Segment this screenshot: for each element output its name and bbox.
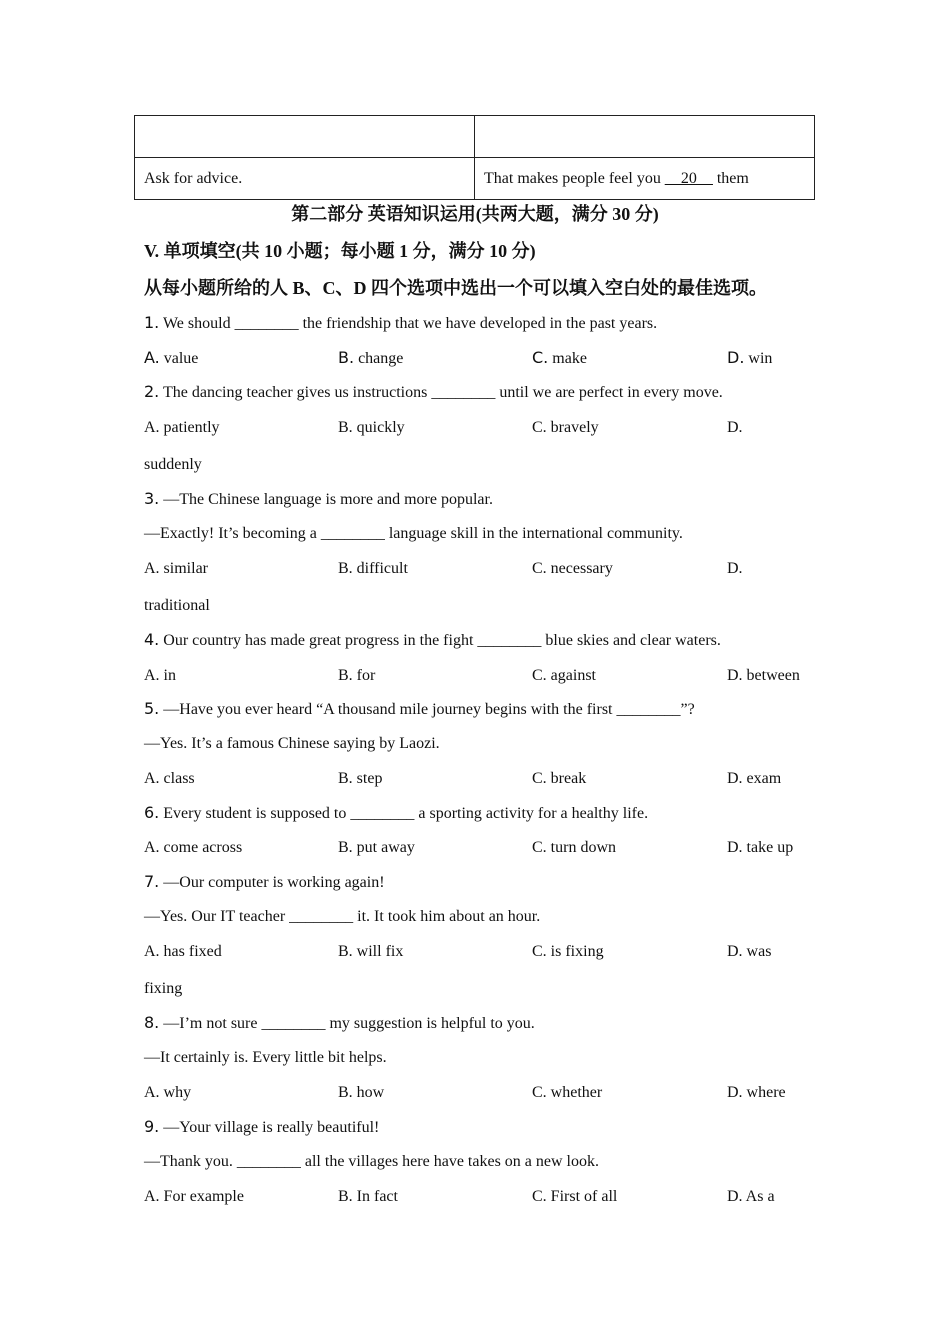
option-c: C. whether: [532, 1084, 603, 1101]
question-text: —I’m not sure ________ my suggestion is helpful to you.: [159, 1015, 535, 1032]
question-8: [144, 1013, 535, 1034]
option-c: C. is fixing: [532, 943, 604, 960]
option-letter: D.: [727, 348, 745, 367]
question-number: 3.: [144, 489, 160, 508]
question-7-reply: —Yes. Our IT teacher ________ it. It took him about an hour.: [144, 908, 541, 925]
option-b: B. difficult: [338, 560, 408, 577]
question-3-reply: —Exactly! It’s becoming a ________ language skill in the international community.: [144, 525, 683, 542]
option-b: B. In fact: [338, 1188, 398, 1205]
table-cell: Ask for advice.: [135, 158, 475, 200]
option-a: A. come across: [144, 839, 243, 856]
answer-table: [134, 115, 815, 200]
option-c: C. against: [532, 667, 596, 684]
option-c: C. turn down: [532, 839, 616, 856]
option-d: D. between: [727, 667, 800, 684]
option-letter: B.: [338, 348, 355, 367]
option-b: B. will fix: [338, 943, 404, 960]
option-b: [338, 348, 403, 369]
question-number: 4.: [144, 630, 160, 649]
question-9-reply: —Thank you. ________ all the villages here have takes on a new look.: [144, 1153, 599, 1170]
question-number: 9.: [144, 1117, 160, 1136]
option-b: B. step: [338, 770, 383, 787]
option-d: D. As a: [727, 1188, 775, 1205]
question-7: [144, 872, 385, 893]
section-title: 第二部分 英语知识运用(共两大题，满分 30 分): [291, 204, 659, 224]
cell-text: That makes people feel you: [484, 169, 665, 187]
option-d-wrap: fixing: [144, 980, 183, 997]
question-3: [144, 489, 493, 510]
question-number: 8.: [144, 1013, 160, 1032]
option-d-wrap: traditional: [144, 597, 210, 614]
option-b: B. how: [338, 1084, 385, 1101]
option-d: D. exam: [727, 770, 782, 787]
option-a: A. why: [144, 1084, 192, 1101]
table-row: [135, 116, 815, 158]
option-d: D.: [727, 419, 743, 436]
option-a: A. has fixed: [144, 943, 222, 960]
option-b: B. for: [338, 667, 376, 684]
question-number: 5.: [144, 699, 160, 718]
question-text: We should ________ the friendship that we have developed in the past years.: [159, 315, 658, 332]
table-row: [135, 158, 815, 200]
question-5-reply: —Yes. It’s a famous Chinese saying by Laozi.: [144, 735, 440, 752]
question-number: 1.: [144, 313, 160, 332]
option-d: [727, 348, 772, 369]
question-8-reply: —It certainly is. Every little bit helps.: [144, 1049, 387, 1066]
question-number: 2.: [144, 382, 160, 401]
question-text: The dancing teacher gives us instructions ________ until we are perfect in every move.: [159, 384, 723, 401]
option-c: C. break: [532, 770, 587, 787]
option-text: make: [548, 350, 587, 367]
question-text: —Our computer is working again!: [159, 874, 385, 891]
option-a: [144, 348, 198, 369]
option-d: D. was: [727, 943, 772, 960]
option-letter: C.: [532, 348, 549, 367]
option-a: A. similar: [144, 560, 208, 577]
option-c: C. necessary: [532, 560, 613, 577]
part-title: V. 单项填空(共 10 小题；每小题 1 分，满分 10 分): [144, 241, 536, 261]
question-6: [144, 803, 648, 824]
question-5: [144, 699, 695, 720]
option-text: win: [744, 350, 773, 367]
option-text: change: [354, 350, 404, 367]
option-c: C. bravely: [532, 419, 599, 436]
table-cell: [475, 116, 815, 158]
instruction: 从每小题所给的人 B、C、D 四个选项中选出一个可以填入空白处的最佳选项。: [144, 278, 768, 298]
question-text: —The Chinese language is more and more popular.: [159, 491, 493, 508]
cell-text: them: [712, 169, 749, 187]
question-text: —Have you ever heard “A thousand mile journey begins with the first ________”?: [159, 701, 695, 718]
option-d-wrap: suddenly: [144, 456, 202, 473]
option-a: A. For example: [144, 1188, 244, 1205]
option-a: A. class: [144, 770, 195, 787]
option-a: A. in: [144, 667, 176, 684]
table-cell: [135, 116, 475, 158]
option-d: D. where: [727, 1084, 786, 1101]
option-d: D.: [727, 560, 743, 577]
question-1: [144, 313, 657, 334]
question-text: —Your village is really beautiful!: [159, 1119, 380, 1136]
question-4: [144, 630, 721, 651]
option-d: D. take up: [727, 839, 794, 856]
option-text: value: [159, 350, 199, 367]
question-9: [144, 1117, 379, 1138]
option-c: [532, 348, 587, 369]
question-2: [144, 382, 723, 403]
question-text: Every student is supposed to ________ a sporting activity for a healthy life.: [159, 805, 649, 822]
blank-20: __20__: [664, 169, 713, 187]
table-cell: [475, 158, 815, 200]
option-c: C. First of all: [532, 1188, 618, 1205]
question-number: 7.: [144, 872, 160, 891]
option-b: B. quickly: [338, 419, 405, 436]
option-b: B. put away: [338, 839, 415, 856]
question-text: Our country has made great progress in the fight ________ blue skies and clear waters.: [159, 632, 721, 649]
option-letter: A.: [144, 348, 160, 367]
question-number: 6.: [144, 803, 160, 822]
option-a: A. patiently: [144, 419, 220, 436]
